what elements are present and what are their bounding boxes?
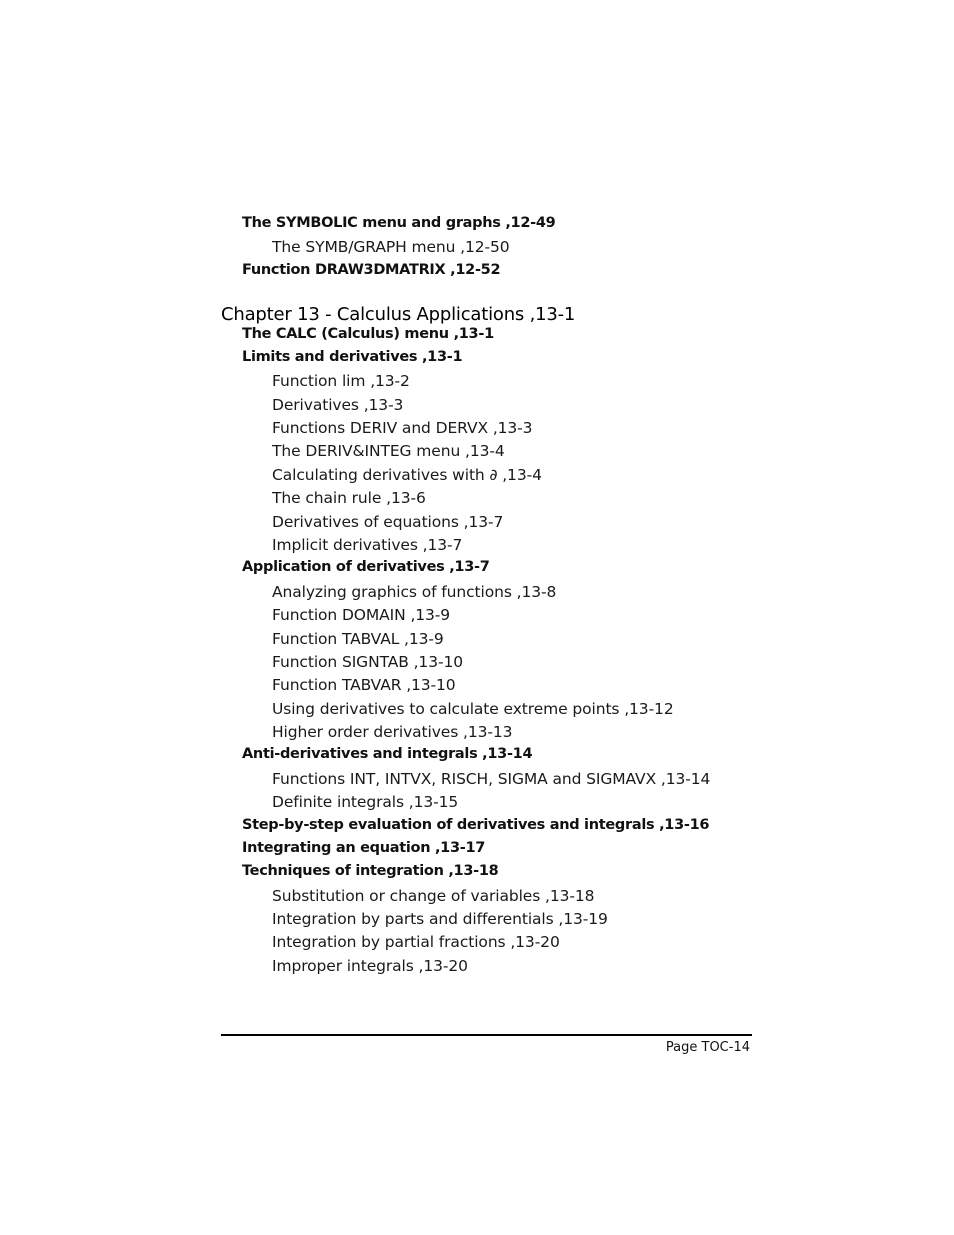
toc-section-entry: The CALC (Calculus) menu ,13-1	[242, 326, 494, 342]
toc-subsection-entry: Analyzing graphics of functions ,13-8	[272, 583, 557, 601]
toc-subsection-entry: The SYMB/GRAPH menu ,12-50	[272, 238, 510, 256]
toc-subsection-entry: Derivatives of equations ,13-7	[272, 513, 504, 531]
toc-section-entry: Integrating an equation ,13-17	[242, 840, 486, 856]
toc-subsection-entry: Improper integrals ,13-20	[272, 957, 468, 975]
toc-section-entry: Step-by-step evaluation of derivatives and integrals ,13-16	[242, 817, 710, 833]
toc-subsection-entry: Function TABVAL ,13-9	[272, 630, 444, 648]
toc-subsection-entry: Integration by partial fractions ,13-20	[272, 933, 560, 951]
toc-section-entry: Techniques of integration ,13-18	[242, 863, 499, 879]
toc-subsection-entry: The DERIV&INTEG menu ,13-4	[272, 442, 505, 460]
toc-section-entry: Limits and derivatives ,13-1	[242, 349, 463, 365]
toc-subsection-entry: Definite integrals ,13-15	[272, 793, 459, 811]
toc-section-entry: Anti-derivatives and integrals ,13-14	[242, 746, 533, 762]
toc-subsection-entry: Functions DERIV and DERVX ,13-3	[272, 419, 533, 437]
toc-subsection-entry: Using derivatives to calculate extreme points ,13-12	[272, 700, 674, 718]
toc-subsection-entry: Function SIGNTAB ,13-10	[272, 653, 463, 671]
footer-divider	[221, 1034, 752, 1036]
toc-subsection-entry: Function lim ,13-2	[272, 372, 410, 390]
toc-subsection-entry: Function TABVAR ,13-10	[272, 676, 456, 694]
toc-subsection-entry: Higher order derivatives ,13-13	[272, 723, 513, 741]
toc-section-entry: Function DRAW3DMATRIX ,12-52	[242, 262, 501, 278]
toc-chapter-heading: Chapter 13 - Calculus Applications ,13-1	[221, 304, 576, 325]
toc-subsection-entry: Function DOMAIN ,13-9	[272, 606, 451, 624]
toc-section-entry: Application of derivatives ,13-7	[242, 559, 490, 575]
page-number: Page TOC-14	[665, 1040, 750, 1055]
toc-subsection-entry: Integration by parts and differentials ,13-19	[272, 910, 608, 928]
toc-section-entry: The SYMBOLIC menu and graphs ,12-49	[242, 215, 556, 231]
toc-subsection-entry: Derivatives ,13-3	[272, 396, 404, 414]
toc-subsection-entry: Implicit derivatives ,13-7	[272, 536, 463, 554]
toc-subsection-entry: Functions INT, INTVX, RISCH, SIGMA and SIGMAVX ,13-14	[272, 770, 711, 788]
toc-subsection-entry: Calculating derivatives with ∂ ,13-4	[272, 466, 542, 484]
toc-subsection-entry: Substitution or change of variables ,13-18	[272, 887, 595, 905]
toc-subsection-entry: The chain rule ,13-6	[272, 489, 426, 507]
